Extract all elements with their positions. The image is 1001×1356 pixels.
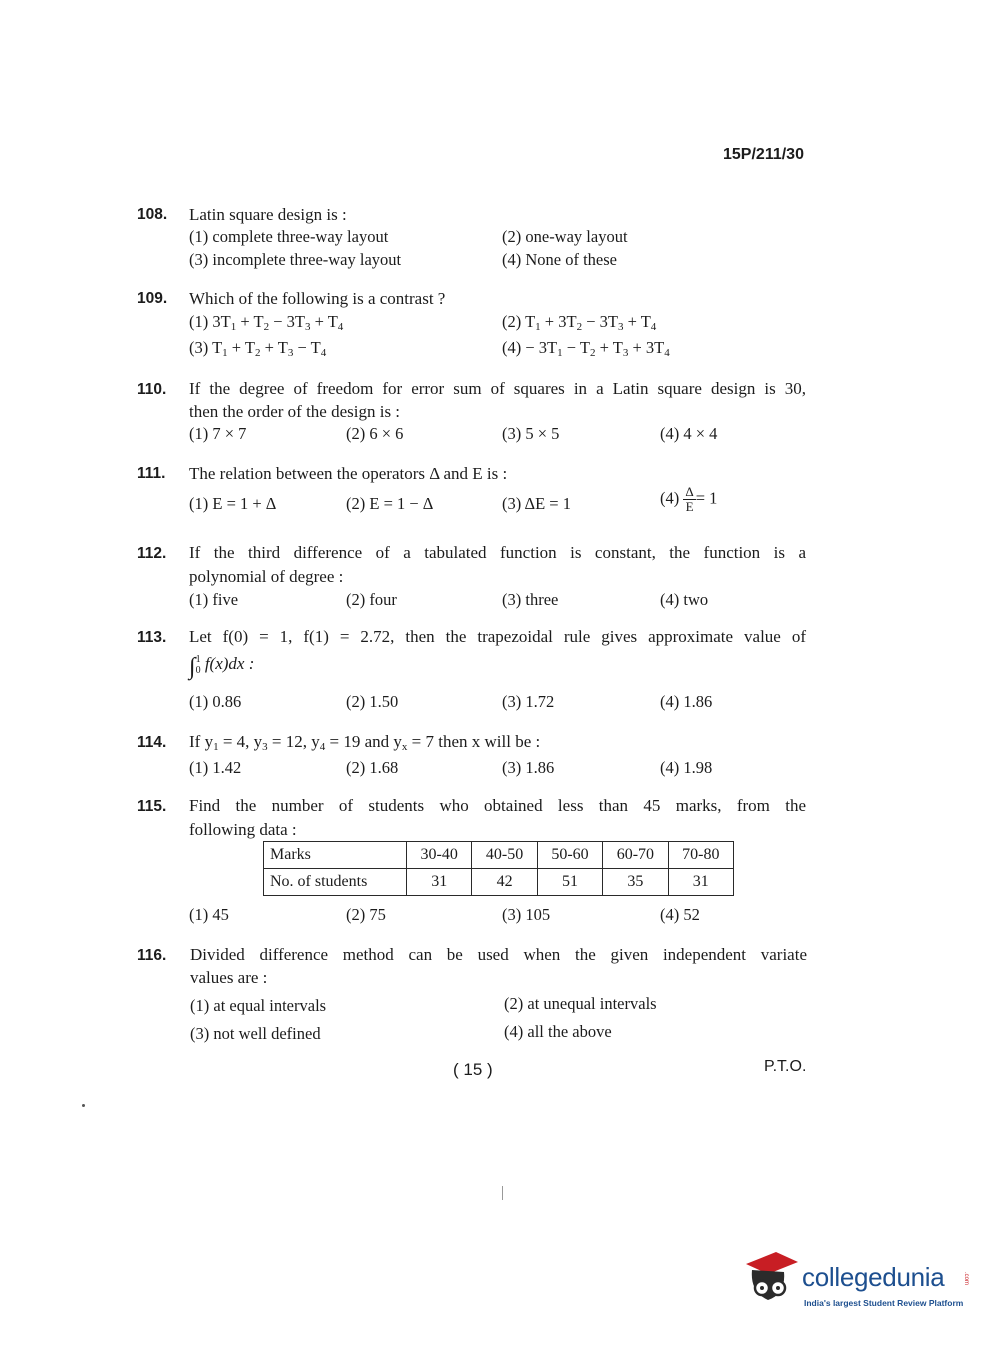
question-number: 109. (137, 290, 168, 307)
option-2: (2) 75 (346, 905, 386, 924)
question-text: If $y_1 = 4$, $y_3 = 12$, $y_4 = 19$ and $y_x = 7$ then x will be : (189, 732, 541, 753)
question-text-line-1: Divided difference method can be used when the given independent variate (190, 945, 807, 964)
question-number: 114. (137, 734, 167, 751)
question-number: 111. (137, 465, 166, 482)
option-4: $(4) - 3T_1 - T_2 + T_3 + 3T_4$ (502, 338, 670, 359)
option-3: (3) three (502, 590, 559, 609)
option-3: (3) $T_1 + T_2 + T_3 - T_4$ (189, 338, 327, 359)
question-number: 116. (137, 947, 167, 964)
option-1: (1) complete three-way layout (189, 227, 389, 246)
mascot-icon (742, 1248, 800, 1312)
table-header-cell: Marks (264, 842, 407, 869)
question-text: Latin square design is : (189, 205, 347, 224)
question-number: 108. (137, 206, 168, 223)
table-cell: 70-80 (668, 842, 733, 869)
table-cell: 40-50 (472, 842, 537, 869)
option-1: (1) $3T_1 + T_2 - 3T_3 + T_4$ (189, 312, 344, 333)
option-2: (2) $T_1 + 3T_2 - 3T_3 + T_4$ (502, 312, 657, 333)
option-1: (1) five (189, 590, 239, 609)
option-1: (1) at equal intervals (190, 996, 327, 1015)
option-2: (2) E = 1 − Δ (346, 494, 434, 513)
table-row (264, 869, 734, 896)
page-number: ( 15 ) (453, 1060, 493, 1079)
option-3: (3) 1.86 (502, 758, 555, 777)
table-cell: 50-60 (537, 842, 602, 869)
option-4: (4) 52 (660, 905, 700, 924)
table-header-cell: No. of students (264, 869, 407, 896)
option-2: (2) at unequal intervals (504, 994, 657, 1013)
question-number: 115. (137, 798, 167, 815)
paper-code: 15P/211/30 (723, 146, 804, 163)
option-1: (1) 45 (189, 905, 229, 924)
option-4: (4) $\frac{\Delta}{E}$ = 1 (660, 484, 718, 514)
option-2: (2) 1.50 (346, 692, 399, 711)
option-2: (2) 1.68 (346, 758, 399, 777)
brand-suffix: .com (963, 1272, 969, 1286)
option-3: (3) incomplete three-way layout (189, 250, 402, 269)
question-text-line-2: polynomial of degree : (189, 567, 344, 586)
option-3: (3) 105 (502, 905, 551, 924)
option-4: (4) 1.98 (660, 758, 713, 777)
table-row (264, 842, 734, 869)
question-text: The relation between the operators Δ and E is : (189, 464, 508, 483)
marks-table (263, 841, 734, 896)
question-number: 110. (137, 381, 167, 398)
option-1: (1) 1.42 (189, 758, 242, 777)
option-4: (4) 1.86 (660, 692, 713, 711)
question-text: Which of the following is a contrast ? (189, 289, 446, 308)
question-number: 112. (137, 545, 167, 562)
option-4: (4) two (660, 590, 709, 609)
option-3: (3) 5 × 5 (502, 424, 560, 443)
table-cell: 51 (537, 869, 602, 896)
option-4: (4) all the above (504, 1022, 612, 1041)
option-3: (3) ΔE = 1 (502, 494, 571, 513)
question-text-line-1: If the third difference of a tabulated function is constant, the function is a (189, 543, 806, 562)
option-4: (4) 4 × 4 (660, 424, 718, 443)
option-1: (1) 0.86 (189, 692, 242, 711)
option-2: (2) 6 × 6 (346, 424, 404, 443)
option-4: (4) None of these (502, 250, 618, 269)
question-number: 113. (137, 629, 167, 646)
brand-tagline: India's largest Student Review Platform (804, 1298, 964, 1308)
pto-label: P.T.O. (764, 1058, 807, 1075)
table-cell: 60-70 (603, 842, 668, 869)
option-2: (2) one-way layout (502, 227, 628, 246)
brand-name: collegedunia (802, 1262, 945, 1292)
collegedunia-watermark (742, 1248, 972, 1318)
question-text-line-2: then the order of the design is : (189, 402, 401, 421)
question-text-line-1: Let f(0) = 1, f(1) = 2.72, then the trapezoidal rule gives approximate value of (189, 627, 806, 646)
option-3: (3) 1.72 (502, 692, 555, 711)
table-cell: 42 (472, 869, 537, 896)
question-text-line-1: Find the number of students who obtained less than 45 marks, from the (189, 796, 806, 815)
scan-mark (502, 1186, 503, 1200)
fraction: $\frac{\Delta}{E}$ (685, 484, 694, 514)
table-cell: 35 (603, 869, 668, 896)
question-text-line-2: following data : (189, 820, 297, 839)
scan-speck (82, 1104, 85, 1107)
integral-expression: ∫ 1 0 f(x)dx : (189, 654, 255, 680)
question-text-line-1: If the degree of freedom for error sum of squares in a Latin square design is 30, (189, 379, 806, 398)
option-2: (2) four (346, 590, 397, 609)
table-cell: 31 (668, 869, 733, 896)
question-text-line-2: values are : (190, 968, 268, 987)
option-1: (1) 7 × 7 (189, 424, 247, 443)
table-cell: 31 (407, 869, 472, 896)
option-1: (1) E = 1 + Δ (189, 494, 277, 513)
option-3: (3) not well defined (190, 1024, 321, 1043)
table-cell: 30-40 (407, 842, 472, 869)
